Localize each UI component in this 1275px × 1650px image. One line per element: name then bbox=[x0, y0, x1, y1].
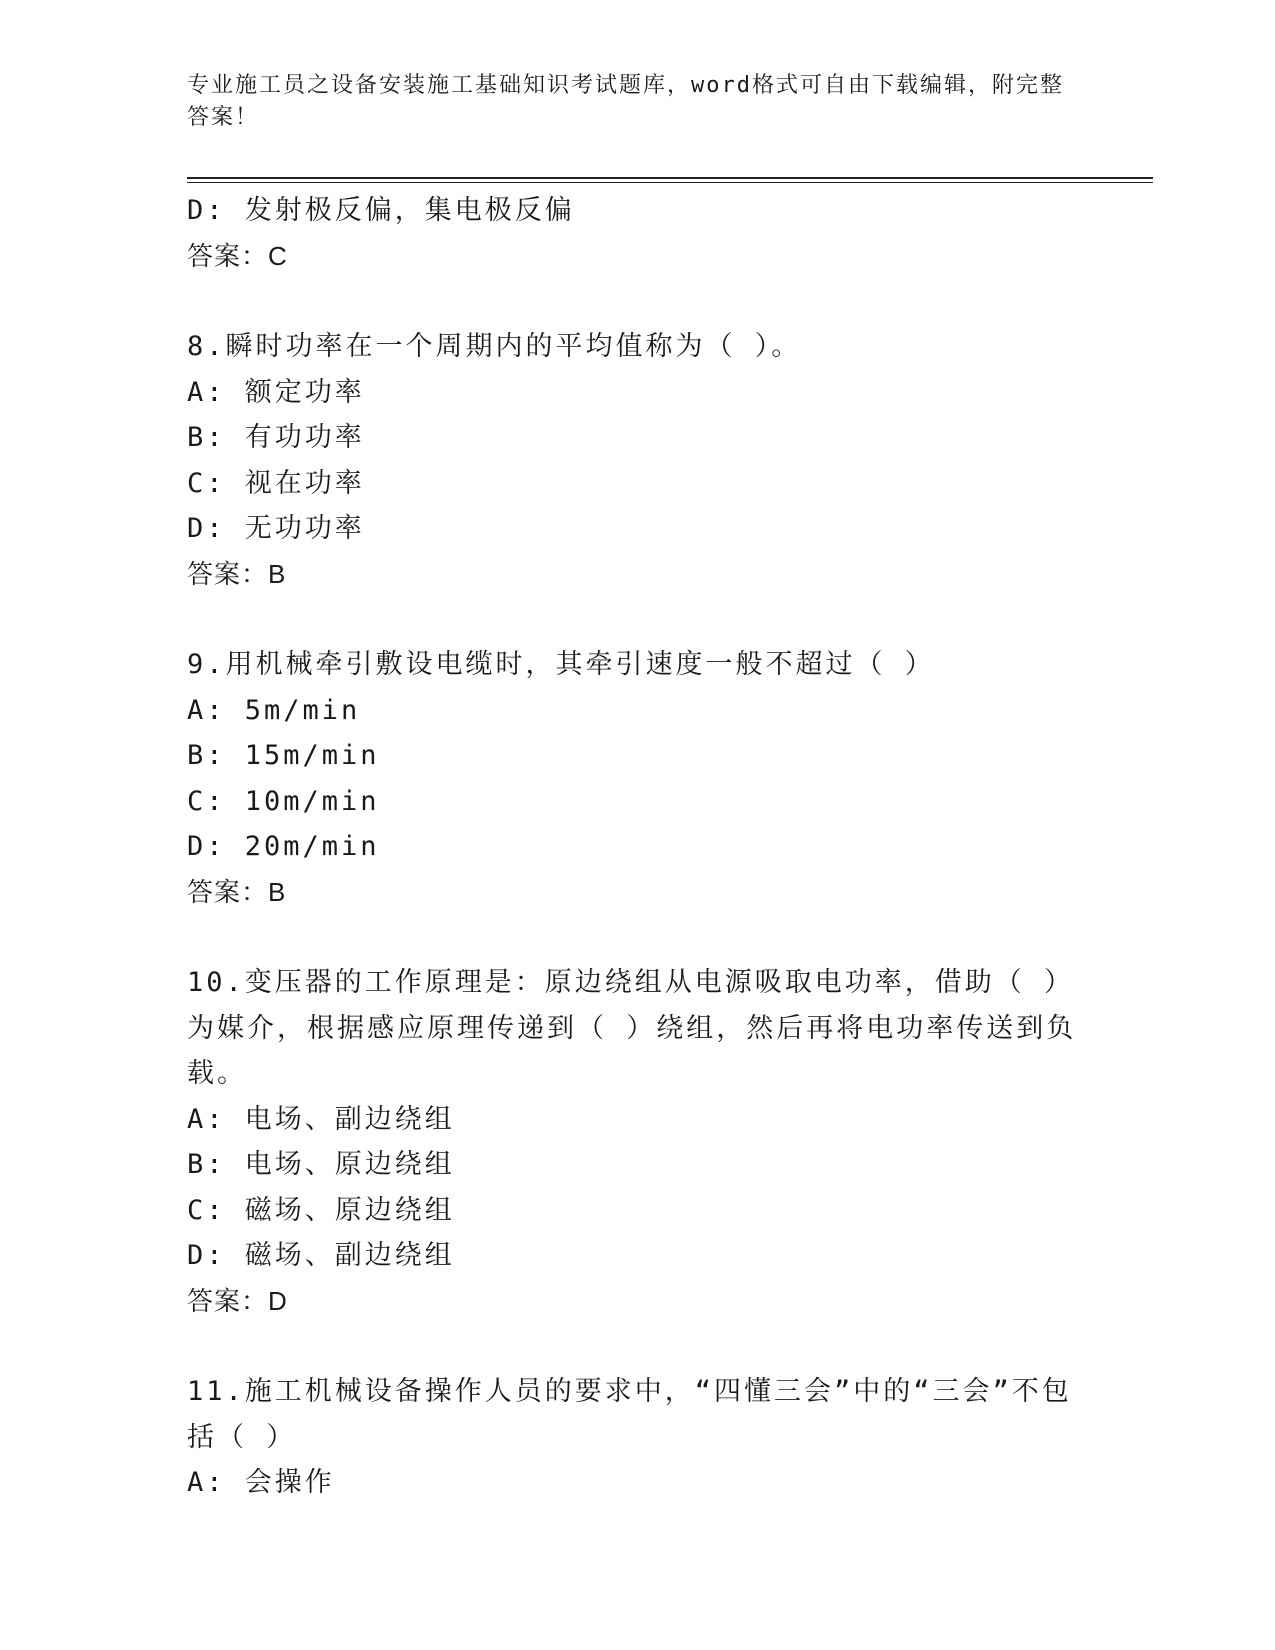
header-divider bbox=[187, 177, 1153, 183]
option-c: C: 10m/min bbox=[187, 785, 380, 817]
document-body bbox=[187, 188, 1087, 1506]
question-stem: 9.用机械牵引敷设电缆时，其牵引速度一般不超过（ ） bbox=[187, 649, 935, 680]
option-c: C: 磁场、原边绕组 bbox=[187, 1194, 455, 1226]
option-a: A: 会操作 bbox=[187, 1467, 335, 1498]
option-d: D: 无功功率 bbox=[187, 513, 365, 544]
option-d: D: 磁场、副边绕组 bbox=[187, 1240, 455, 1271]
answer-line: 答案：D bbox=[187, 1285, 288, 1316]
option-d: D: 发射极反偏，集电极反偏 bbox=[187, 195, 575, 226]
question-8 bbox=[187, 324, 1087, 597]
question-stem: 11.施工机械设备操作人员的要求中，“四懂三会”中的“三会”不包括（ ） bbox=[187, 1376, 1072, 1453]
option-c: C: 视在功率 bbox=[187, 467, 365, 499]
answer-line: 答案：B bbox=[187, 558, 287, 589]
option-b: B: 电场、原边绕组 bbox=[187, 1149, 455, 1180]
question-stem: 8.瞬时功率在一个周期内的平均值称为（ ）。 bbox=[187, 331, 802, 362]
option-d: D: 20m/min bbox=[187, 831, 380, 862]
option-b: B: 15m/min bbox=[187, 740, 380, 771]
answer-line: 答案：C bbox=[187, 240, 288, 271]
option-a: A: 5m/min bbox=[187, 694, 361, 726]
answer-line: 答案：B bbox=[187, 876, 287, 907]
option-a: A: 额定功率 bbox=[187, 376, 365, 408]
previous-question-tail bbox=[187, 188, 1087, 279]
question-9 bbox=[187, 642, 1087, 915]
option-b: B: 有功功率 bbox=[187, 422, 365, 453]
document-header: 专业施工员之设备安装施工基础知识考试题库，word格式可自由下载编辑，附完整答案！ bbox=[187, 73, 1064, 130]
question-11 bbox=[187, 1369, 1087, 1506]
option-a: A: 电场、副边绕组 bbox=[187, 1103, 455, 1135]
question-stem: 10.变压器的工作原理是：原边绕组从电源吸取电功率，借助（ ）为媒介，根据感应原理传递到（ ）绕组，然后再将电功率传送到负载。 bbox=[187, 967, 1077, 1089]
question-10 bbox=[187, 960, 1087, 1324]
